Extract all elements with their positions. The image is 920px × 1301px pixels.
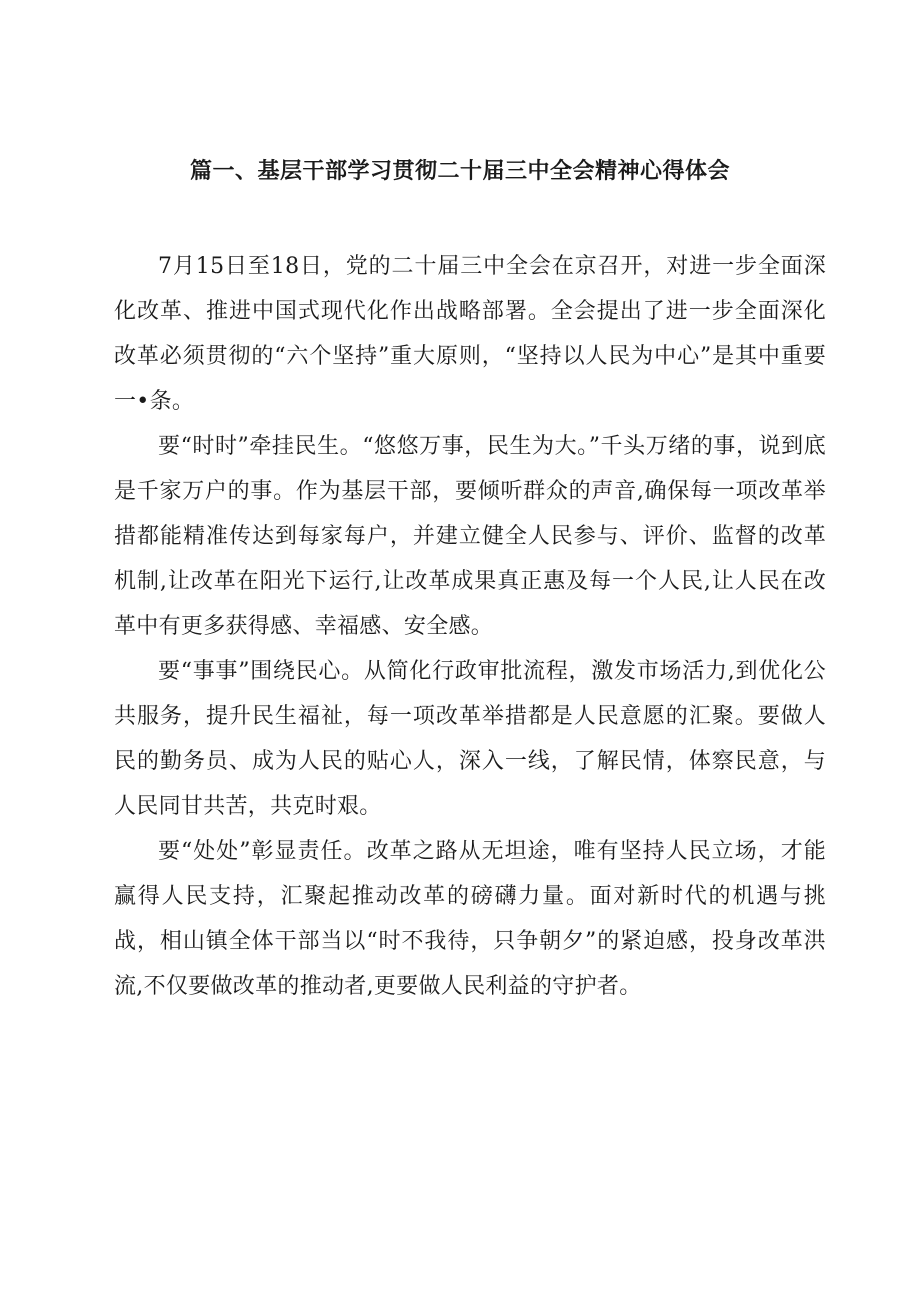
paragraph-livelihood: 要“时时”牵挂民生。“悠悠万事，民生为大。”千头万绪的事，说到底是千家万户的事。作为基层干部，要倾听群众的声音,确保每一项改革举措都能精准传达到每家每户，并建立健全人民参与、评价、监督的改革机制,让改革在阳光下运行,让改革成果真正惠及每一个人民,让人民在改革中有更多获得感、幸福感、安全感。 xyxy=(114,434,826,639)
paragraph-responsibility: 要“处处”彰显责任。改革之路从无坦途，唯有坚持人民立场，才能赢得人民支持，汇聚起推动改革的磅礴力量。面对新时代的机遇与挑战，相山镇全体干部当以“时不我待，只争朝夕”的紧迫感，投身改革洪流,不仅要做改革的推动者,更要做人民利益的守护者。 xyxy=(114,839,826,999)
document-body xyxy=(114,244,826,1009)
paragraph-people-heart: 要“事事”围绕民心。从简化行政审批流程，激发市场活力,到优化公共服务，提升民生福祉，每一项改革举措都是人民意愿的汇聚。要做人民的勤务员、成为人民的贴心人，深入一线，了解民情，体察民意，与人民同甘共苦，共克时艰。 xyxy=(114,659,826,819)
paragraph-intro: 7月15日至18日，党的二十届三中全会在京召开，对进一步全面深化改革、推进中国式现代化作出战略部署。全会提出了进一步全面深化改革必须贯彻的“六个坚持”重大原则，“坚持以人民为中心”是其中重要一•条。 xyxy=(114,254,826,414)
document-title: 篇一、基层干部学习贯彻二十届三中全会精神心得体会 xyxy=(189,159,730,184)
